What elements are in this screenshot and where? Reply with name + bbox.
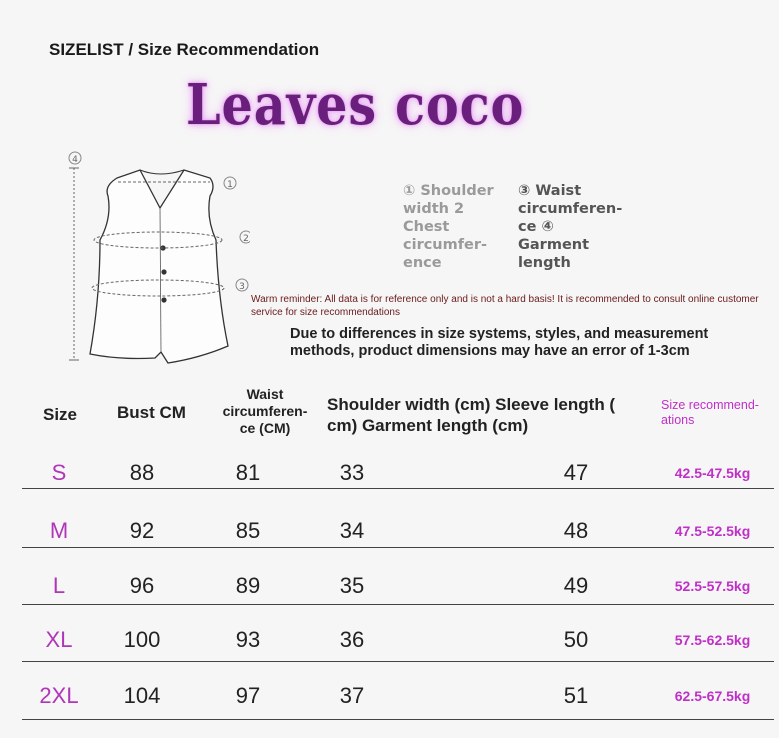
- waist-cell: 93: [235, 627, 261, 652]
- shoulder-cell: 34: [339, 518, 365, 543]
- header-bust: Bust CM: [117, 403, 186, 422]
- bust-cell: 96: [129, 573, 155, 598]
- shoulder-cell: 36: [339, 627, 365, 652]
- svg-text:2: 2: [243, 234, 249, 244]
- recommendation-cell: 42.5-47.5kg: [674, 465, 751, 481]
- waist-cell: 85: [235, 518, 261, 543]
- shoulder-cell: 37: [339, 683, 365, 708]
- bust-cell: 104: [123, 683, 161, 708]
- sleeve-cell: 48: [563, 518, 589, 543]
- shoulder-cell: 35: [339, 573, 365, 598]
- table-row: [0, 667, 779, 723]
- sleeve-cell: 47: [563, 460, 589, 485]
- measurement-legend-right: ③ Waist circumferen- ce ④ Garment length: [518, 183, 623, 271]
- vest-outline: [90, 170, 228, 363]
- button-icon: [161, 297, 166, 302]
- recommendation-cell: 52.5-57.5kg: [674, 578, 751, 594]
- size-cell: L: [52, 573, 66, 598]
- row-divider: [22, 547, 774, 548]
- row-divider: [22, 604, 774, 605]
- svg-text:1: 1: [227, 180, 233, 190]
- bust-cell: 92: [129, 518, 155, 543]
- size-cell: XL: [45, 627, 73, 652]
- waist-cell: 97: [235, 683, 261, 708]
- table-row: [0, 444, 779, 500]
- table-row: [0, 611, 779, 667]
- header-waist: Waist circumferen-ce (CM): [222, 386, 308, 436]
- measurement-legend-left: ① Shoulder width 2 Chest circumfer- ence: [403, 183, 494, 271]
- table-row: [0, 502, 779, 558]
- row-divider: [22, 719, 774, 720]
- size-cell: 2XL: [39, 683, 79, 708]
- sleeve-cell: 50: [563, 627, 589, 652]
- row-divider: [22, 488, 774, 489]
- bust-cell: 88: [129, 460, 155, 485]
- svg-text:4: 4: [72, 155, 78, 165]
- header-shoulder-sleeve-length: Shoulder width (cm) Sleeve length ( cm) Garment length (cm): [327, 395, 616, 435]
- svg-text:3: 3: [239, 282, 245, 292]
- warm-reminder: Warm reminder: All data is for reference only and is not a hard basis! It is recommended to consult online customer service for size recommendations: [251, 294, 759, 318]
- header-size: Size: [43, 405, 78, 424]
- sleeve-cell: 51: [563, 683, 589, 708]
- row-divider: [22, 661, 774, 662]
- recommendation-cell: 47.5-52.5kg: [674, 523, 751, 539]
- recommendation-cell: 57.5-62.5kg: [674, 632, 751, 648]
- bust-cell: 100: [123, 627, 161, 652]
- size-cell: M: [49, 518, 69, 543]
- waist-cell: 89: [235, 573, 261, 598]
- button-icon: [161, 269, 166, 274]
- sleeve-cell: 49: [563, 573, 589, 598]
- waist-cell: 81: [235, 460, 261, 485]
- shoulder-cell: 33: [339, 460, 365, 485]
- error-note: Due to differences in size systems, styles, and measurement methods, product dimensions may have an error of 1-3cm: [290, 326, 709, 359]
- page-title: SIZELIST / Size Recommendation: [49, 40, 320, 59]
- size-cell: S: [51, 460, 67, 485]
- vest-diagram: [60, 148, 250, 370]
- brand-logo: Leaves coco: [186, 72, 525, 138]
- header-recommendation: Size recommend-ations: [661, 398, 759, 427]
- recommendation-cell: 62.5-67.5kg: [674, 688, 751, 704]
